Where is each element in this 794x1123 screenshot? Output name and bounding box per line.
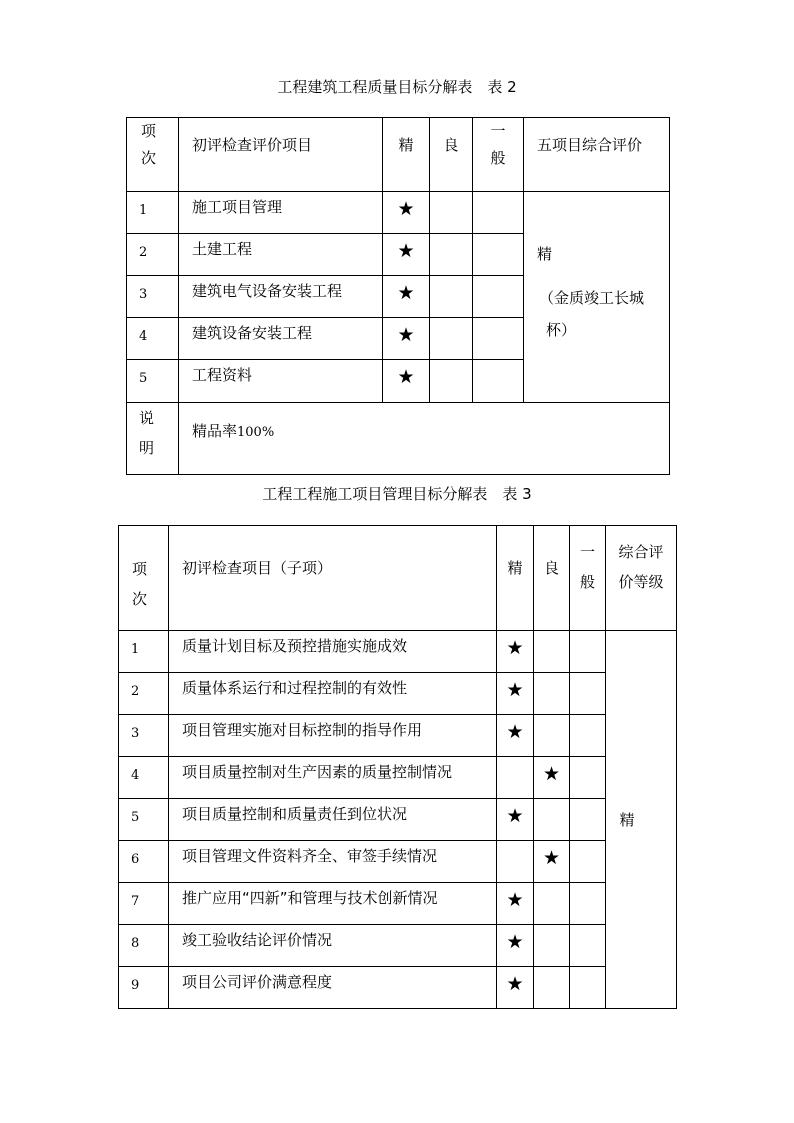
general-cell (570, 841, 606, 883)
star-icon: ★ (383, 234, 430, 276)
row-no: 5 (119, 799, 169, 841)
remark-label-line1: 说 (139, 409, 155, 427)
row-item: 项目管理实施对目标控制的指导作用 (169, 715, 497, 757)
quality-target-table (126, 117, 670, 475)
header-item: 初评检查评价项目 (179, 118, 383, 192)
good-cell (534, 967, 570, 1009)
star-icon: ★ (497, 925, 534, 967)
header-overall (606, 526, 677, 631)
row-item: 竣工验收结论评价情况 (169, 925, 497, 967)
star-icon: ★ (497, 631, 534, 673)
row-item: 建筑电气设备安装工程 (179, 276, 383, 318)
good-cell (534, 883, 570, 925)
row-no: 4 (127, 318, 179, 360)
general-cell (570, 673, 606, 715)
row-no: 7 (119, 883, 169, 925)
header-overall-line2: 价等级 (618, 573, 664, 591)
remark-prefix: 精品率 (192, 422, 238, 440)
good-cell (534, 715, 570, 757)
row-no: 1 (119, 631, 169, 673)
good-cell (430, 192, 473, 234)
header-item: 初评检查项目（子项） (169, 526, 497, 631)
row-no: 3 (127, 276, 179, 318)
star-icon: ★ (383, 318, 430, 360)
remark-content (179, 403, 670, 475)
row-item: 土建工程 (179, 234, 383, 276)
overall-cell (606, 631, 677, 1009)
header-overall: 五项目综合评价 (524, 118, 670, 192)
table3-title: 工程工程施工项目管理目标分解表 表 3 (262, 485, 532, 503)
star-icon: ★ (383, 276, 430, 318)
remark-value: 100% (237, 425, 275, 440)
header-general-line2: 般 (490, 149, 506, 167)
row-no: 6 (119, 841, 169, 883)
overall-result: 精 (537, 245, 553, 263)
header-item-no-line1: 项 (141, 122, 157, 140)
general-cell (570, 799, 606, 841)
row-no: 5 (127, 360, 179, 403)
header-item-no (119, 526, 169, 631)
row-item: 项目管理文件资料齐全、审签手续情况 (169, 841, 497, 883)
star-icon: ★ (497, 673, 534, 715)
overall-result: 精 (619, 810, 635, 829)
good-cell (430, 276, 473, 318)
star-icon: ★ (497, 883, 534, 925)
row-item: 质量体系运行和过程控制的有效性 (169, 673, 497, 715)
excellent-cell (497, 841, 534, 883)
general-cell (570, 967, 606, 1009)
good-cell (430, 360, 473, 403)
header-excellent: 精 (497, 526, 534, 631)
header-good: 良 (534, 526, 570, 631)
header-item-no (127, 118, 179, 192)
star-icon: ★ (383, 360, 430, 403)
general-cell (570, 757, 606, 799)
row-no: 8 (119, 925, 169, 967)
header-item-no-line2: 次 (141, 149, 157, 167)
good-cell (430, 234, 473, 276)
header-general-line2: 般 (579, 573, 595, 591)
star-icon: ★ (383, 192, 430, 234)
header-good: 良 (430, 118, 473, 192)
row-item: 推广应用“四新”和管理与技术创新情况 (169, 883, 497, 925)
general-cell (473, 318, 524, 360)
row-no: 2 (119, 673, 169, 715)
header-excellent: 精 (383, 118, 430, 192)
row-no: 4 (119, 757, 169, 799)
star-icon: ★ (534, 757, 570, 799)
overall-cell (524, 192, 670, 403)
overall-note-line2: 杯） (546, 321, 577, 339)
row-item: 项目公司评价满意程度 (169, 967, 497, 1009)
project-management-target-table (118, 525, 677, 1009)
star-icon: ★ (497, 799, 534, 841)
row-item: 项目质量控制和质量责任到位状况 (169, 799, 497, 841)
header-item-no-line2: 次 (132, 590, 148, 608)
table2-title: 工程建筑工程质量目标分解表 表 2 (277, 78, 517, 96)
row-item: 质量计划目标及预控措施实施成效 (169, 631, 497, 673)
star-icon: ★ (497, 715, 534, 757)
excellent-cell (497, 757, 534, 799)
general-cell (473, 276, 524, 318)
header-general (473, 118, 524, 192)
row-no: 1 (127, 192, 179, 234)
good-cell (534, 799, 570, 841)
row-item: 建筑设备安装工程 (179, 318, 383, 360)
general-cell (570, 715, 606, 757)
star-icon: ★ (534, 841, 570, 883)
general-cell (570, 925, 606, 967)
header-general-line1: 一 (490, 122, 506, 140)
overall-note-line1: （金质竣工长城 (539, 289, 645, 307)
header-general-line1: 一 (579, 543, 595, 561)
good-cell (534, 631, 570, 673)
good-cell (430, 318, 473, 360)
general-cell (473, 360, 524, 403)
good-cell (534, 925, 570, 967)
row-item: 工程资料 (179, 360, 383, 403)
remark-label (127, 403, 179, 475)
header-item-no-line1: 项 (132, 560, 148, 578)
row-no: 3 (119, 715, 169, 757)
row-item: 施工项目管理 (179, 192, 383, 234)
row-item: 项目质量控制对生产因素的质量控制情况 (169, 757, 497, 799)
remark-label-line2: 明 (139, 439, 155, 457)
general-cell (570, 883, 606, 925)
row-no: 9 (119, 967, 169, 1009)
star-icon: ★ (497, 967, 534, 1009)
general-cell (570, 631, 606, 673)
header-overall-line1: 综合评 (618, 543, 664, 561)
general-cell (473, 192, 524, 234)
row-no: 2 (127, 234, 179, 276)
general-cell (473, 234, 524, 276)
header-general (570, 526, 606, 631)
good-cell (534, 673, 570, 715)
